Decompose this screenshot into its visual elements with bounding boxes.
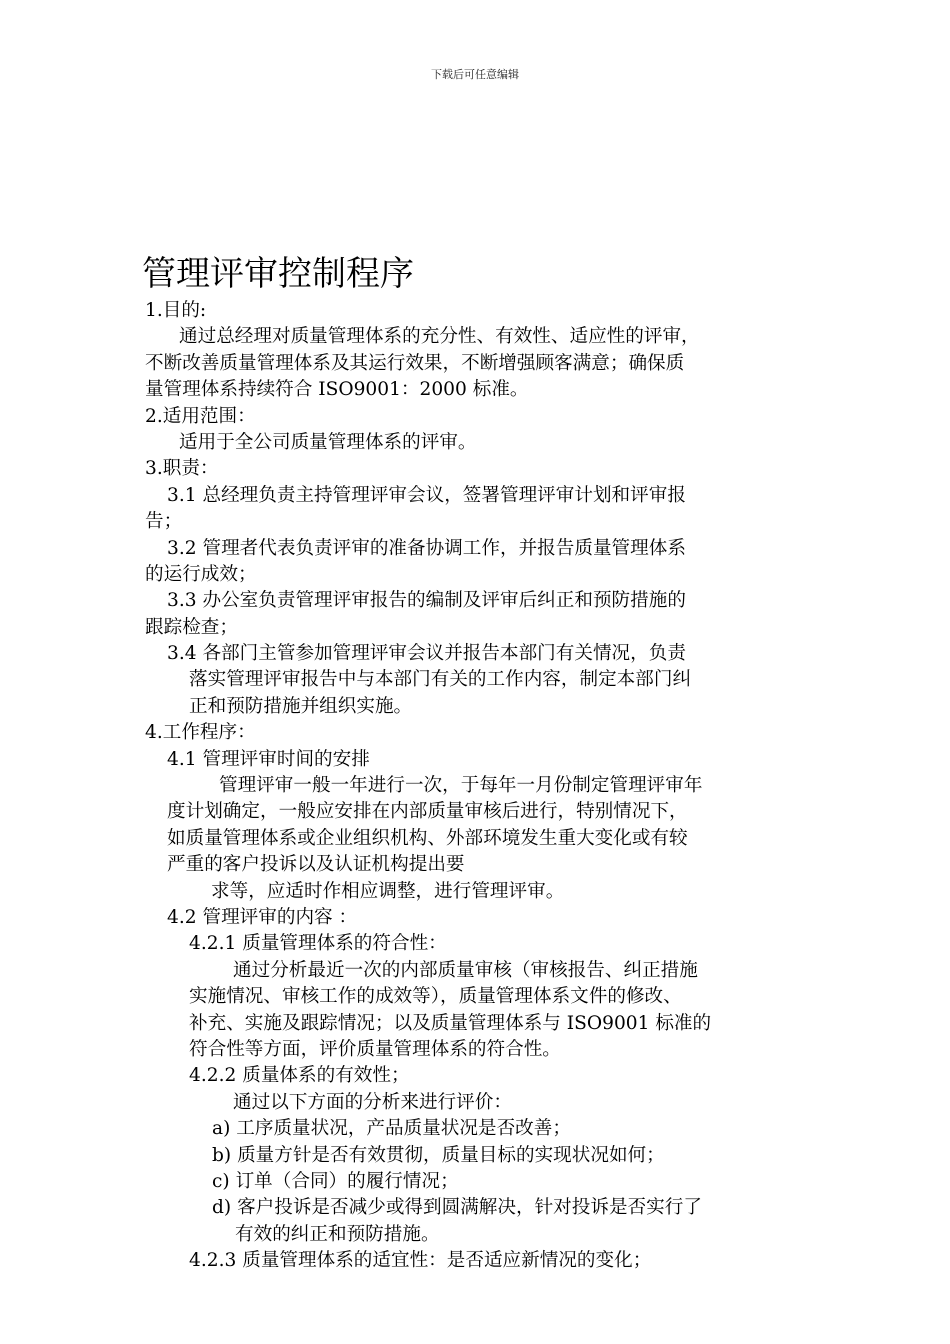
- list-item: 3.4 各部门主管参加管理评审会议并报告本部门有关情况，负责: [167, 643, 686, 665]
- paragraph-line: 实施情况、审核工作的成效等），质量管理体系文件的修改、: [189, 986, 682, 1008]
- paragraph-line: 通过分析最近一次的内部质量审核（审核报告、纠正措施: [233, 959, 698, 981]
- paragraph-line: 度计划确定，一般应安排在内部质量审核后进行，特别情况下，: [167, 801, 688, 823]
- list-item: d) 客户投诉是否减少或得到圆满解决，针对投诉是否实行了: [212, 1197, 702, 1219]
- subsection-heading: 4.1 管理评审时间的安排: [167, 748, 370, 770]
- paragraph-line: 符合性等方面，评价质量管理体系的符合性。: [189, 1038, 561, 1060]
- list-item: a) 工序质量状况，产品质量状况是否改善；: [212, 1118, 571, 1140]
- list-item: 3.3 办公室负责管理评审报告的编制及评审后纠正和预防措施的: [167, 590, 686, 612]
- list-item-continuation: 告；: [145, 511, 183, 533]
- list-item-continuation: 的运行成效；: [145, 563, 257, 585]
- list-item: b) 质量方针是否有效贯彻，质量目标的实现状况如何；: [212, 1144, 665, 1166]
- list-item-continuation: 跟踪检查；: [145, 616, 238, 638]
- subsection-heading: 4.2 管理评审的内容 ：: [167, 906, 358, 928]
- subsection-heading: 4.2.3 质量管理体系的适宜性：是否适应新情况的变化；: [189, 1250, 652, 1272]
- list-item: 3.1 总经理负责主持管理评审会议，签署管理评审计划和评审报: [167, 484, 686, 506]
- document-body: [142, 250, 810, 1274]
- paragraph-line: 如质量管理体系或企业组织机构、外部环境发生重大变化或有较: [167, 827, 688, 849]
- paragraph-line: 补充、实施及跟踪情况；以及质量管理体系与 ISO9001 标准的: [189, 1012, 712, 1034]
- list-item: c) 订单（合同）的履行情况；: [212, 1170, 459, 1192]
- list-item-continuation: 落实管理评审报告中与本部门有关的工作内容，制定本部门纠: [189, 669, 692, 691]
- paragraph-line: 适用于全公司质量管理体系的评审。: [179, 431, 477, 453]
- paragraph-line: 求等，应适时作相应调整，进行管理评审。: [211, 880, 565, 902]
- paragraph-line: 严重的客户投诉以及认证机构提出要: [167, 854, 465, 876]
- page-header-note: 下载后可任意编辑: [431, 68, 519, 81]
- document-title: 管理评审控制程序: [142, 254, 414, 294]
- paragraph-line: 通过总经理对质量管理体系的充分性、有效性、适应性的评审，: [179, 326, 700, 348]
- list-item-continuation: 正和预防措施并组织实施。: [189, 695, 413, 717]
- paragraph-line: 不断改善质量管理体系及其运行效果，不断增强顾客满意；确保质: [145, 352, 685, 374]
- section-heading: 2.适用范围：: [145, 405, 256, 427]
- paragraph-line: 通过以下方面的分析来进行评价：: [233, 1091, 512, 1113]
- section-heading: 1.目的:: [145, 300, 207, 321]
- paragraph-line: 管理评审一般一年进行一次，于每年一月份制定管理评审年: [219, 775, 703, 797]
- list-item: 3.2 管理者代表负责评审的准备协调工作，并报告质量管理体系: [167, 537, 686, 559]
- paragraph-line: 量管理体系持续符合 ISO9001：2000 标准。: [145, 379, 529, 401]
- subsection-heading: 4.2.2 质量体系的有效性；: [189, 1065, 410, 1087]
- section-heading: 3.职责：: [145, 458, 219, 480]
- subsection-heading: 4.2.1 质量管理体系的符合性：: [189, 933, 447, 955]
- list-item-continuation: 有效的纠正和预防措施。: [235, 1223, 440, 1245]
- section-heading: 4.工作程序：: [145, 722, 256, 744]
